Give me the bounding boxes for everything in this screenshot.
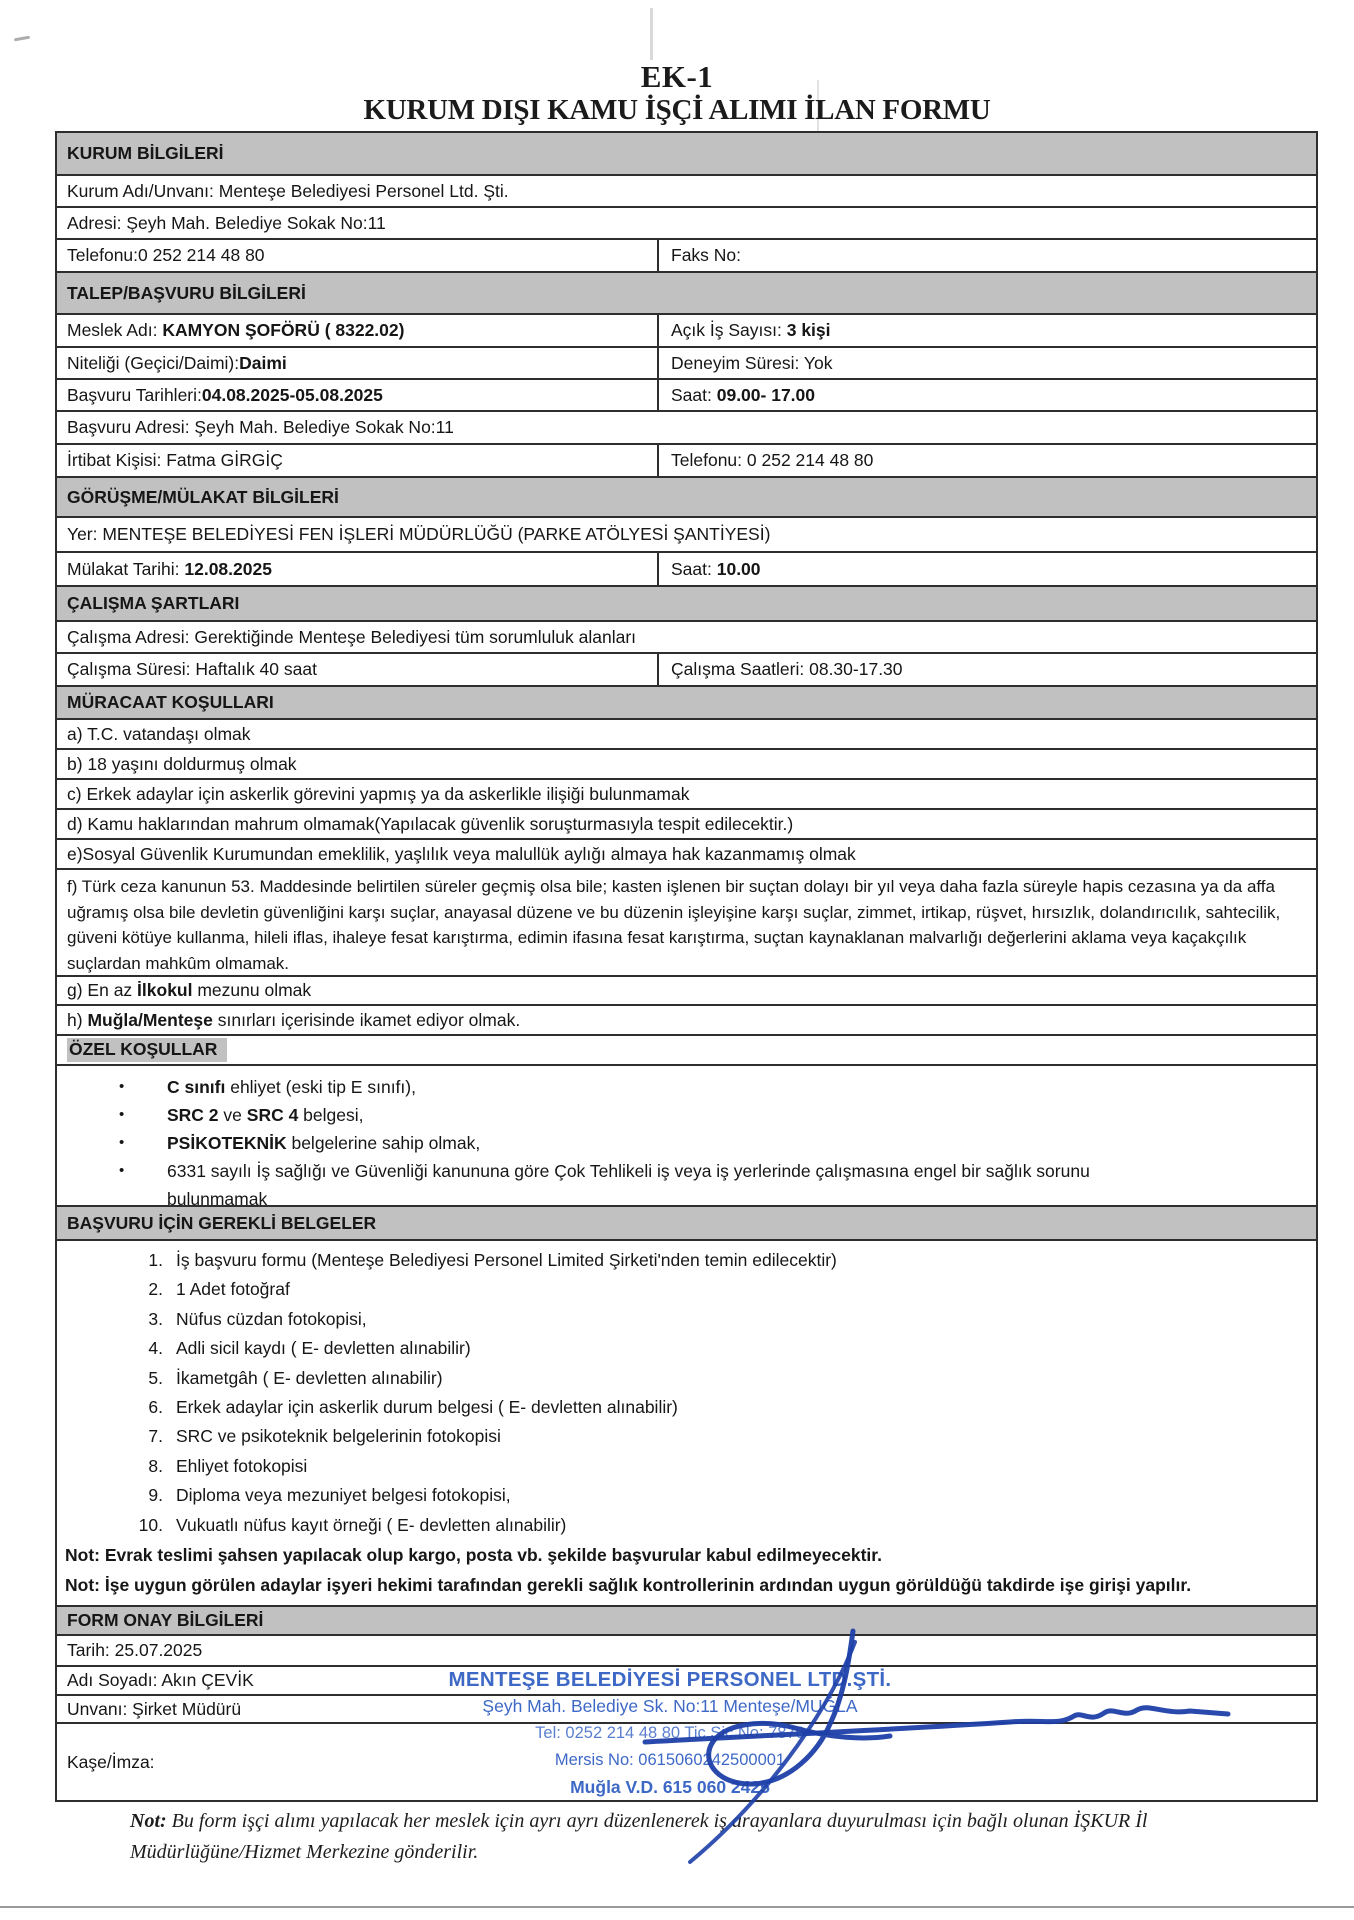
page-title: KURUM DIŞI KAMU İŞÇİ ALIMI İLAN FORMU: [363, 94, 991, 126]
field-onay-tarih: Tarih: 25.07.2025: [57, 1634, 1316, 1665]
row-irtibat-telefon: [57, 443, 1316, 476]
field-kurum-adresi: Adresi: Şeyh Mah. Belediye Sokak No:11: [57, 206, 1316, 238]
section-header-ozel-kosullar: [57, 1034, 1316, 1064]
condition-g: g) En az İlkokul mezunu olmak: [57, 975, 1316, 1004]
section-title: MÜRACAAT KOŞULLARI: [67, 692, 274, 712]
list-item: 8. Ehliyet fotokopisi: [148, 1455, 308, 1476]
list-item: • 6331 sayılı İş sağlığı ve Güvenliği kanununa göre Çok Tehlikeli iş veya iş yerlerinde çalışmasına engel bir sağlık sorunu bulunmamak: [57, 1157, 1316, 1213]
field-onay-ad-soyad: Adı Soyadı: Akın ÇEVİK: [57, 1665, 1316, 1694]
stamp-mersis: Mersis No: 0615060242500001: [554, 1751, 786, 1769]
signature-ink: [590, 1624, 1290, 1894]
field-deneyim-suresi: Deneyim Süresi: Yok: [671, 352, 833, 373]
section-header-calisma-sartlari: [57, 585, 1316, 620]
field-basvuru-saat: Saat: 09.00- 17.00: [671, 384, 816, 405]
field-faks: Faks No:: [671, 245, 742, 265]
scan-artifact-dash: [14, 36, 30, 42]
list-item: 6. Erkek adaylar için askerlik durum belgesi ( E- devletten alınabilir): [148, 1397, 678, 1418]
field-calisma-suresi: Çalışma Süresi: Haftalık 40 saat: [57, 654, 659, 685]
list-item: 2. 1 Adet fotoğraf: [148, 1279, 290, 1300]
field-basvuru-tarihleri: Başvuru Tarihleri:04.08.2025-05.08.2025: [57, 380, 659, 410]
note-delivery: Not: Evrak teslimi şahsen yapılacak olup kargo, posta vb. şekilde başvurular kabul edilmeyecektir.: [65, 1545, 883, 1566]
bullet-icon: •: [119, 1106, 125, 1123]
stamp-vergi: Muğla V.D. 615 060 2425: [570, 1777, 770, 1797]
condition-d: d) Kamu haklarından mahrum olmamak(Yapılacak güvenlik soruşturmasıyla tespit edilecektir.): [57, 808, 1316, 838]
condition-e: e)Sosyal Güvenlik Kurumundan emeklilik, yaşlılık veya malullük aylığı almaya hak kazanmamış olmak: [57, 838, 1316, 868]
section-header-talep-basvuru: [57, 271, 1316, 313]
bullet-icon: •: [119, 1134, 125, 1151]
condition-c: c) Erkek adaylar için askerlik görevini yapmış ya da askerlikle ilişiği bulunmamak: [57, 778, 1316, 808]
field-mulakat-tarihi: Mülakat Tarihi: 12.08.2025: [57, 553, 659, 585]
form-code: EK-1: [640, 59, 714, 94]
section-title: FORM ONAY BİLGİLERİ: [67, 1610, 264, 1630]
row-calisma-suresi-saatleri: [57, 652, 1316, 685]
scan-artifact-smudge: [650, 8, 653, 60]
list-item: 5. İkametgâh ( E- devletten alınabilir): [148, 1367, 443, 1388]
required-documents-list: [57, 1239, 1316, 1605]
bullet-icon: •: [119, 1162, 125, 1179]
section-header-muracaat-kosullari: [57, 685, 1316, 718]
section-header-gorusme-mulakat: [57, 476, 1316, 516]
section-title: BAŞVURU İÇİN GEREKLİ BELGELER: [67, 1212, 377, 1233]
field-basvuru-adresi: Başvuru Adresi: Şeyh Mah. Belediye Sokak No:11: [57, 410, 1316, 443]
row-mulakat-tarihi-saat: [57, 551, 1316, 585]
section-title: TALEP/BAŞVURU BİLGİLERİ: [67, 282, 306, 303]
field-irtibat-kisisi: İrtibat Kişisi: Fatma GİRGİÇ: [57, 445, 659, 476]
list-item: 4. Adli sicil kaydı ( E- devletten alınabilir): [148, 1338, 471, 1359]
list-item: 3. Nüfus cüzdan fotokopisi,: [148, 1308, 367, 1329]
condition-b: b) 18 yaşını doldurmuş olmak: [57, 748, 1316, 778]
section-header-kurum-bilgileri: [57, 133, 1316, 174]
field-calisma-saatleri: Çalışma Saatleri: 08.30-17.30: [671, 659, 903, 679]
section-title: GÖRÜŞME/MÜLAKAT BİLGİLERİ: [67, 486, 339, 507]
section-title: ÖZEL KOŞULLAR: [67, 1038, 227, 1062]
field-acik-is-sayisi: Açık İş Sayısı: 3 kişi: [671, 320, 831, 340]
row-meslek-acikis: [57, 313, 1316, 346]
field-kase-imza: Kaşe/İmza:: [57, 1722, 1316, 1800]
list-item: 10. Vukuatlı nüfus kayıt örneği ( E- devletten alınabilir): [138, 1514, 567, 1535]
form-table: [55, 131, 1318, 1802]
field-onay-unvan: Unvanı: Şirket Müdürü: [57, 1694, 1316, 1722]
form-title-block: [0, 60, 1354, 126]
section-title: ÇALIŞMA ŞARTLARI: [67, 593, 240, 613]
field-telefon: Telefonu:0 252 214 48 80: [57, 240, 659, 271]
field-meslek-adi: Meslek Adı: KAMYON ŞOFÖRÜ ( 8322.02): [57, 315, 659, 346]
list-item: • C sınıfı ehliyet (eski tip E sınıfı),: [57, 1073, 1316, 1101]
field-calisma-adresi: Çalışma Adresi: Gerektiğinde Menteşe Belediyesi tüm sorumluluk alanları: [57, 620, 1316, 652]
list-item: • PSİKOTEKNİK belgelerine sahip olmak,: [57, 1129, 1316, 1157]
bullet-icon: •: [119, 1078, 125, 1095]
condition-f: f) Türk ceza kanunun 53. Maddesinde belirtilen süreler geçmiş olsa bile; kasten işlenen bir suçtan dolayı bir yıl veya daha fazla süreyle hapis cezasına ya da affa uğramış olsa bile devletin güvenliğini karşı suçlar, anayasal düzene ve bu düzenin işleyişine karşı suçlar, zimmet, irtikap, rüşvet, hırsızlık, dolandırıcılık, sahtecilik, güveni kötüye kullanma, hileli iflas, ihaleye fesat karıştırma, edimin ifasına fesat karıştırma, suçtan kaynaklanan malvarlığı değerlerini aklama veya kaçakçılık suçlardan mahkûm olmamak.: [57, 868, 1316, 975]
list-item: 1. İş başvuru formu (Menteşe Belediyesi Personel Limited Şirketi'nden temin edilecektir): [148, 1250, 837, 1270]
row-nitelik-deneyim: [57, 346, 1316, 378]
stamp-tel-sicil: Tel: 0252 214 48 80 Tic.Sic.No: 7870: [535, 1724, 805, 1742]
row-telefon-faks: [57, 238, 1316, 271]
field-niteligi: Niteliği (Geçici/Daimi):Daimi: [57, 348, 659, 378]
condition-a: a) T.C. vatandaşı olmak: [57, 718, 1316, 748]
footer-note: Not: Bu form işçi alımı yapılacak her meslek için ayrı ayrı düzenlenerek iş arayanlara duyurulması için bağlı olunan İŞKUR İl Müdürlüğüne/Hizmet Merkezine gönderilir.: [130, 1810, 1148, 1863]
stamp-address: Şeyh Mah. Belediye Sk. No:11 Menteşe/MUĞLA: [482, 1696, 858, 1716]
field-irtibat-telefonu: Telefonu: 0 252 214 48 80: [671, 450, 874, 470]
condition-h: h) Muğla/Menteşe sınırları içerisinde ikamet ediyor olmak.: [57, 1004, 1316, 1034]
row-basvuru-tarihleri-saat: [57, 378, 1316, 410]
field-mulakat-saat: Saat: 10.00: [671, 558, 761, 579]
list-item: 7. SRC ve psikoteknik belgelerinin fotokopisi: [148, 1426, 501, 1447]
field-kurum-adi: Kurum Adı/Unvanı: Menteşe Belediyesi Personel Ltd. Şti.: [57, 174, 1316, 206]
list-item: 9. Diploma veya mezuniyet belgesi fotokopisi,: [148, 1485, 511, 1506]
special-conditions-list: [57, 1064, 1316, 1209]
section-title: KURUM BİLGİLERİ: [67, 143, 224, 163]
stamp-company-name: MENTEŞE BELEDİYESİ PERSONEL LTD.ŞTİ.: [448, 1668, 892, 1691]
scan-bottom-edge: [0, 1906, 1354, 1908]
field-mulakat-yeri: Yer: MENTEŞE BELEDİYESİ FEN İŞLERİ MÜDÜRLÜĞÜ (PARKE ATÖLYESİ ŞANTİYESİ): [57, 516, 1316, 551]
list-item: • SRC 2 ve SRC 4 belgesi,: [57, 1101, 1316, 1129]
note-health-check: Not: İşe uygun görülen adaylar işyeri hekimi tarafından gerekli sağlık kontrollerinin ardından uygun görüldüğü takdirde işe girişi yapılır.: [65, 1575, 1192, 1596]
